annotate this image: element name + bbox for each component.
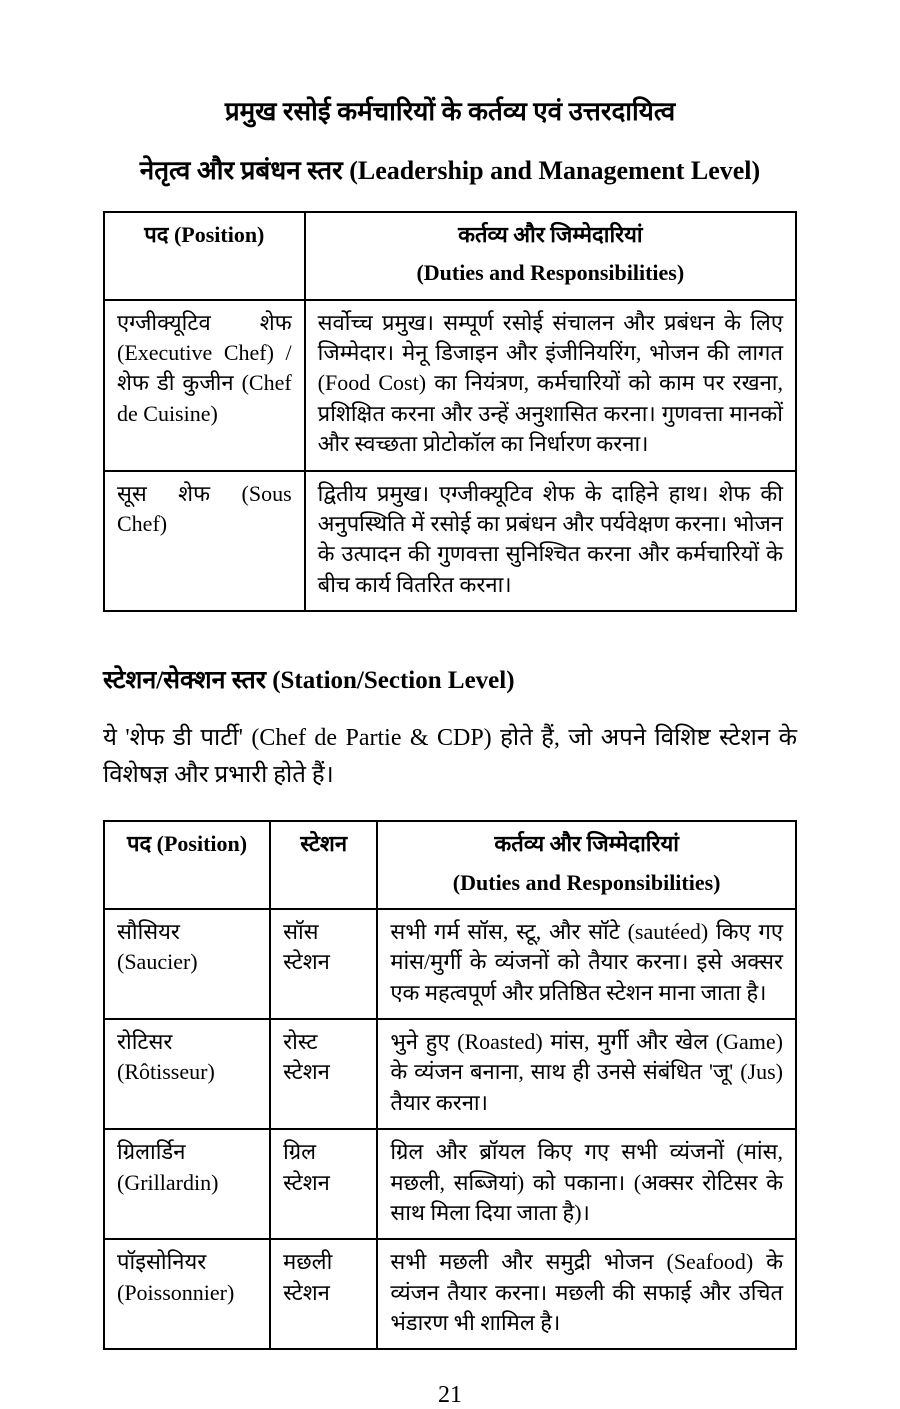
- duties-cell: द्वितीय प्रमुख। एग्जीक्यूटिव शेफ के दाहिने हाथ। शेफ की अनुपस्थिति में रसोई का प्रबंधन और पर्यवेक्षण करना। भोजन के उत्पादन की गुणवत्ता सुनिश्चित करना और कर्मचारियों के बीच कार्य वितरित करना।: [305, 471, 796, 611]
- column-header-position: पद (Position): [104, 212, 305, 300]
- section-intro-paragraph: ये 'शेफ डी पार्टी' (Chef de Partie & CDP) होते हैं, जो अपने विशिष्ट स्टेशन के विशेषज्ञ और प्रभारी होते हैं।: [103, 724, 797, 789]
- position-cell: पॉइसोनियर (Poissonnier): [104, 1239, 270, 1349]
- station-cell: मछली स्टेशन: [270, 1239, 377, 1349]
- page-content: [103, 0, 797, 1409]
- page-number: 21: [438, 1382, 462, 1409]
- station-cell: सॉस स्टेशन: [270, 909, 377, 1019]
- table-row-poissonnier: [104, 1239, 796, 1349]
- duties-cell: भुने हुए (Roasted) मांस, मुर्गी और खेल (Game) के व्यंजन बनाना, साथ ही उनसे संबंधित 'जू' (Jus) तैयार करना।: [377, 1019, 796, 1129]
- leadership-table: [103, 211, 797, 612]
- column-header-duties-english: (Duties and Responsibilities): [452, 869, 721, 895]
- column-header-duties-hindi: कर्तव्य और जिम्मेदारियां: [458, 222, 643, 247]
- position-cell: सूस शेफ (Sous Chef): [104, 471, 305, 611]
- section-heading-leadership: नेतृत्व और प्रबंधन स्तर (Leadership and Management Level): [139, 155, 761, 185]
- column-header-station: स्टेशन: [270, 821, 377, 909]
- column-header-duties: [377, 821, 796, 909]
- table-header-row: [104, 821, 796, 909]
- section-heading-station: स्टेशन/सेक्शन स्तर (Station/Section Level): [103, 666, 515, 694]
- table-row-rotisseur: [104, 1019, 796, 1129]
- page-title: प्रमुख रसोई कर्मचारियों के कर्तव्य एवं उत्तरदायित्व: [224, 97, 676, 126]
- position-cell: एग्जीक्यूटिव शेफ (Executive Chef) / शेफ डी कुजीन (Chef de Cuisine): [104, 300, 305, 471]
- station-table: [103, 820, 797, 1350]
- table-header-row: [104, 212, 796, 300]
- column-header-position: पद (Position): [104, 821, 270, 909]
- position-cell: रोटिसर (Rôtisseur): [104, 1019, 270, 1129]
- duties-cell: ग्रिल और ब्रॉयल किए गए सभी व्यंजनों (मांस, मछली, सब्जियां) को पकाना। (अक्सर रोटिसर के साथ मिला दिया जाता है)।: [377, 1129, 796, 1239]
- table-row-saucier: [104, 909, 796, 1019]
- duties-cell: सर्वोच्च प्रमुख। सम्पूर्ण रसोई संचालन और प्रबंधन के लिए जिम्मेदार। मेनू डिजाइन और इंजीनियरिंग, भोजन की लागत (Food Cost) का नियंत्रण, कर्मचारियों को काम पर रखना, प्रशिक्षित करना और उन्हें अनुशासित करना। गुणवत्ता मानकों और स्वच्छता प्रोटोकॉल का निर्धारण करना।: [305, 300, 796, 471]
- column-header-duties-english: (Duties and Responsibilities): [416, 260, 685, 286]
- table-row-grillardin: [104, 1129, 796, 1239]
- table-row-executive-chef: [104, 300, 796, 471]
- station-cell: रोस्ट स्टेशन: [270, 1019, 377, 1129]
- table-row-sous-chef: [104, 471, 796, 611]
- duties-cell: सभी मछली और समुद्री भोजन (Seafood) के व्यंजन तैयार करना। मछली की सफाई और उचित भंडारण भी शामिल है।: [377, 1239, 796, 1349]
- duties-cell: सभी गर्म सॉस, स्टू, और सॉटे (sautéed) किए गए मांस/मुर्गी के व्यंजनों को तैयार करना। इसे अक्सर एक महत्वपूर्ण और प्रतिष्ठित स्टेशन माना जाता है।: [377, 909, 796, 1019]
- position-cell: सौसियर (Saucier): [104, 909, 270, 1019]
- station-cell: ग्रिल स्टेशन: [270, 1129, 377, 1239]
- position-cell: ग्रिलार्डिन (Grillardin): [104, 1129, 270, 1239]
- column-header-duties-hindi: कर्तव्य और जिम्मेदारियां: [494, 831, 679, 857]
- column-header-duties: [305, 212, 796, 300]
